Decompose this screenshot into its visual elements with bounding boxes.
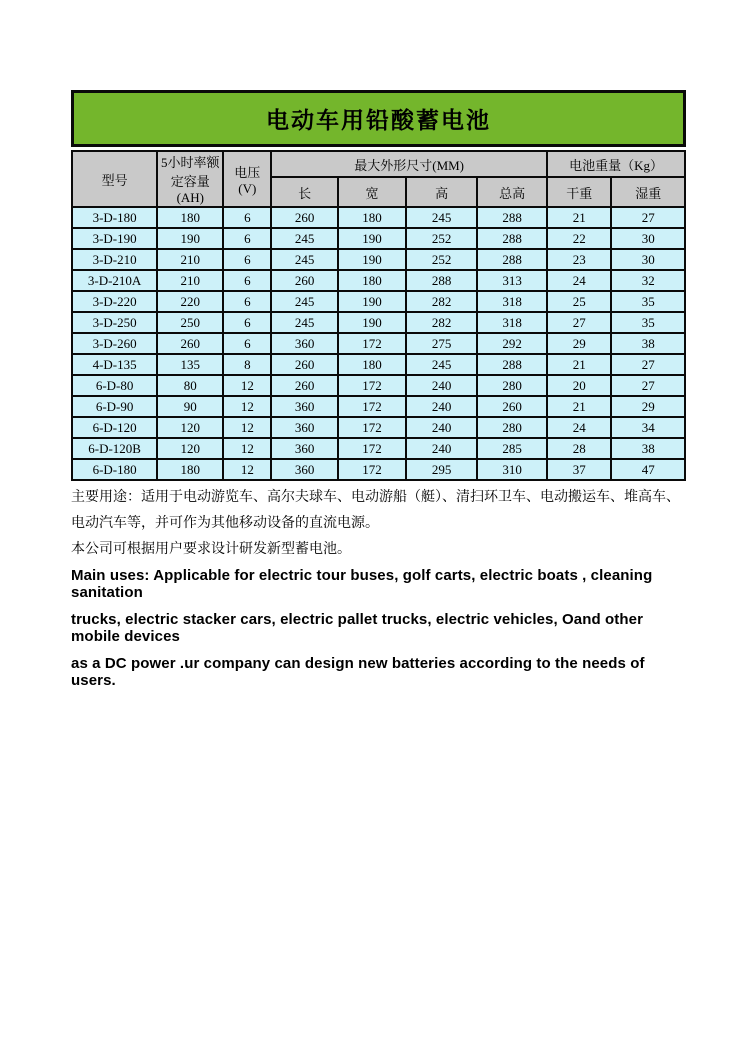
col-header-dry-weight: 干重 <box>547 177 611 207</box>
cell-value: 172 <box>338 459 406 480</box>
cell-value: 288 <box>477 228 547 249</box>
table-row <box>72 354 685 375</box>
cell-value: 27 <box>611 375 685 396</box>
cell-value: 250 <box>157 312 223 333</box>
cell-value: 21 <box>547 207 611 228</box>
cell-value: 34 <box>611 417 685 438</box>
table-row <box>72 438 685 459</box>
cell-model: 3-D-260 <box>72 333 157 354</box>
cell-value: 288 <box>477 249 547 270</box>
cell-value: 24 <box>547 417 611 438</box>
col-header-capacity <box>157 151 223 207</box>
col-group-weight: 电池重量（Kg） <box>547 151 685 177</box>
cell-value: 120 <box>157 417 223 438</box>
table-row <box>72 333 685 354</box>
table-row <box>72 459 685 480</box>
cell-value: 190 <box>338 228 406 249</box>
cell-value: 22 <box>547 228 611 249</box>
cell-model: 3-D-190 <box>72 228 157 249</box>
cell-value: 172 <box>338 396 406 417</box>
cell-value: 260 <box>157 333 223 354</box>
cell-value: 6 <box>223 249 271 270</box>
col-header-voltage: 电压(V) <box>223 151 271 207</box>
cell-value: 190 <box>338 312 406 333</box>
document-page <box>71 90 686 700</box>
cell-value: 21 <box>547 396 611 417</box>
cell-value: 252 <box>406 228 477 249</box>
cell-value: 6 <box>223 291 271 312</box>
cell-value: 25 <box>547 291 611 312</box>
cell-value: 135 <box>157 354 223 375</box>
cell-value: 21 <box>547 354 611 375</box>
note-en-line-2: trucks, electric stacker cars, electric pallet trucks, electric vehicles, Oand other mobile devices <box>71 611 644 645</box>
note-cn-line-1: 主要用途：适用于电动游览车、高尔夫球车、电动游船（艇）、清扫环卫车、电动搬运车、堆高车、 <box>71 490 680 505</box>
cell-value: 292 <box>477 333 547 354</box>
note-cn-line-3: 本公司可根据用户要求设计研发新型蓄电池。 <box>71 542 351 557</box>
capacity-header-line2: 定容量(AH) <box>170 174 210 205</box>
cell-value: 180 <box>157 459 223 480</box>
cell-value: 28 <box>547 438 611 459</box>
cell-value: 360 <box>271 396 338 417</box>
cell-value: 260 <box>271 270 338 291</box>
cell-value: 252 <box>406 249 477 270</box>
cell-value: 360 <box>271 417 338 438</box>
cell-value: 180 <box>338 207 406 228</box>
cell-value: 27 <box>547 312 611 333</box>
cell-value: 6 <box>223 207 271 228</box>
cell-value: 29 <box>611 396 685 417</box>
cell-value: 245 <box>271 249 338 270</box>
table-row <box>72 375 685 396</box>
cell-model: 6-D-80 <box>72 375 157 396</box>
table-row <box>72 249 685 270</box>
cell-value: 120 <box>157 438 223 459</box>
cell-value: 6 <box>223 312 271 333</box>
cell-value: 6 <box>223 333 271 354</box>
cell-value: 313 <box>477 270 547 291</box>
cell-value: 6 <box>223 270 271 291</box>
note-en-line-3: as a DC power .ur company can design new batteries according to the needs of users. <box>71 655 645 689</box>
cell-value: 12 <box>223 459 271 480</box>
note-en-line-1: Main uses: Applicable for electric tour buses, golf carts, electric boats , cleaning sanitation <box>71 567 653 601</box>
cell-value: 12 <box>223 375 271 396</box>
cell-value: 29 <box>547 333 611 354</box>
title-banner <box>71 90 686 147</box>
capacity-header-line1: 5小时率额 <box>161 155 220 170</box>
cell-value: 318 <box>477 312 547 333</box>
table-row <box>72 207 685 228</box>
table-body <box>72 207 685 480</box>
table-row <box>72 228 685 249</box>
cell-value: 6 <box>223 228 271 249</box>
cell-value: 37 <box>547 459 611 480</box>
col-header-wet-weight: 湿重 <box>611 177 685 207</box>
cell-value: 180 <box>338 354 406 375</box>
cell-model: 4-D-135 <box>72 354 157 375</box>
col-header-width: 宽 <box>338 177 406 207</box>
note-cn-line-2: 电动汽车等，并可作为其他移动设备的直流电源。 <box>71 516 379 531</box>
cell-value: 172 <box>338 333 406 354</box>
col-header-total-height: 总高 <box>477 177 547 207</box>
table-row <box>72 291 685 312</box>
cell-value: 288 <box>477 354 547 375</box>
cell-value: 260 <box>271 207 338 228</box>
cell-value: 288 <box>477 207 547 228</box>
cell-value: 8 <box>223 354 271 375</box>
notes-section <box>71 490 686 689</box>
cell-model: 3-D-220 <box>72 291 157 312</box>
cell-value: 190 <box>338 249 406 270</box>
table-row <box>72 270 685 291</box>
cell-value: 210 <box>157 249 223 270</box>
cell-value: 47 <box>611 459 685 480</box>
cell-value: 80 <box>157 375 223 396</box>
cell-value: 360 <box>271 333 338 354</box>
cell-value: 260 <box>477 396 547 417</box>
col-header-height: 高 <box>406 177 477 207</box>
cell-value: 12 <box>223 396 271 417</box>
cell-value: 240 <box>406 438 477 459</box>
cell-value: 260 <box>271 375 338 396</box>
cell-value: 220 <box>157 291 223 312</box>
cell-value: 12 <box>223 438 271 459</box>
cell-value: 240 <box>406 417 477 438</box>
cell-value: 288 <box>406 270 477 291</box>
cell-value: 180 <box>157 207 223 228</box>
cell-value: 295 <box>406 459 477 480</box>
cell-value: 172 <box>338 375 406 396</box>
cell-value: 27 <box>611 354 685 375</box>
cell-value: 38 <box>611 438 685 459</box>
cell-value: 12 <box>223 417 271 438</box>
cell-value: 245 <box>406 354 477 375</box>
cell-model: 6-D-180 <box>72 459 157 480</box>
cell-value: 35 <box>611 291 685 312</box>
col-header-model: 型号 <box>72 151 157 207</box>
table-row <box>72 417 685 438</box>
cell-value: 245 <box>271 291 338 312</box>
cell-value: 30 <box>611 249 685 270</box>
table-header <box>72 151 685 207</box>
cell-value: 285 <box>477 438 547 459</box>
cell-value: 172 <box>338 438 406 459</box>
cell-value: 24 <box>547 270 611 291</box>
col-header-length: 长 <box>271 177 338 207</box>
cell-value: 245 <box>271 312 338 333</box>
cell-value: 23 <box>547 249 611 270</box>
cell-value: 180 <box>338 270 406 291</box>
cell-value: 282 <box>406 312 477 333</box>
cell-value: 190 <box>157 228 223 249</box>
cell-value: 245 <box>406 207 477 228</box>
cell-value: 210 <box>157 270 223 291</box>
cell-value: 38 <box>611 333 685 354</box>
cell-value: 90 <box>157 396 223 417</box>
cell-value: 280 <box>477 375 547 396</box>
cell-value: 172 <box>338 417 406 438</box>
cell-value: 35 <box>611 312 685 333</box>
cell-model: 6-D-120B <box>72 438 157 459</box>
cell-model: 6-D-90 <box>72 396 157 417</box>
table-row <box>72 312 685 333</box>
table-row <box>72 396 685 417</box>
cell-value: 280 <box>477 417 547 438</box>
cell-value: 240 <box>406 396 477 417</box>
cell-value: 360 <box>271 459 338 480</box>
cell-value: 318 <box>477 291 547 312</box>
cell-value: 32 <box>611 270 685 291</box>
cell-value: 260 <box>271 354 338 375</box>
cell-value: 282 <box>406 291 477 312</box>
cell-model: 3-D-250 <box>72 312 157 333</box>
cell-value: 27 <box>611 207 685 228</box>
cell-value: 360 <box>271 438 338 459</box>
cell-model: 6-D-120 <box>72 417 157 438</box>
cell-value: 275 <box>406 333 477 354</box>
battery-spec-table <box>71 150 686 481</box>
page-title: 电动车用铅酸蓄电池 <box>266 108 491 133</box>
col-group-dimensions: 最大外形尺寸(MM) <box>271 151 547 177</box>
cell-value: 30 <box>611 228 685 249</box>
cell-model: 3-D-210 <box>72 249 157 270</box>
cell-model: 3-D-180 <box>72 207 157 228</box>
cell-model: 3-D-210A <box>72 270 157 291</box>
cell-value: 245 <box>271 228 338 249</box>
cell-value: 240 <box>406 375 477 396</box>
cell-value: 20 <box>547 375 611 396</box>
cell-value: 190 <box>338 291 406 312</box>
cell-value: 310 <box>477 459 547 480</box>
